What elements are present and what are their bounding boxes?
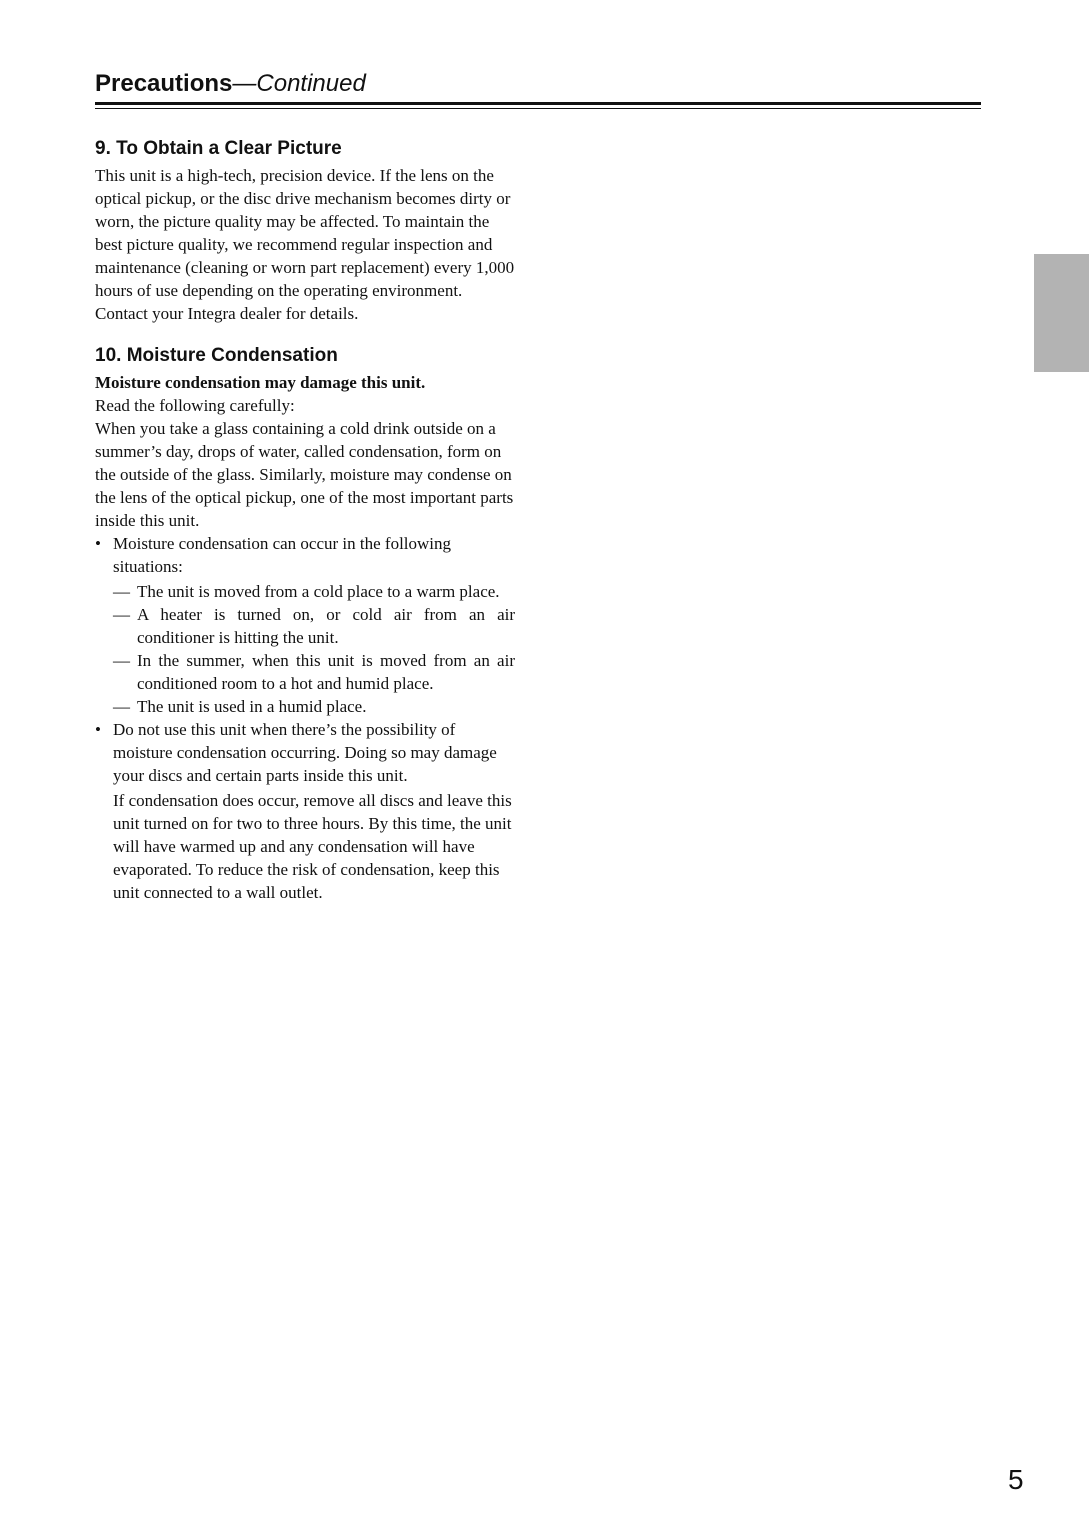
dash-text: The unit is used in a humid place. — [137, 697, 367, 716]
bullet-icon: • — [95, 534, 101, 553]
instruction-text: Read the following carefully: — [95, 396, 295, 415]
bullet-continuation: If condensation does occur, remove all discs and leave this unit turned on for two to three hours. By this time, the unit will have warmed up and any condensation will have evaporated. To reduce the risk of condensation, keep this unit connected to a wall outlet. — [113, 791, 512, 902]
dash-item — [113, 649, 515, 695]
dash-text: The unit is moved from a cold place to a warm place. — [137, 582, 500, 601]
dash-item — [113, 580, 515, 603]
bullet-item — [95, 532, 515, 718]
dash-item — [113, 603, 515, 649]
header-rule-thin — [95, 108, 981, 109]
dash-text: A heater is turned on, or cold air from an air conditioner is hitting the unit. — [137, 605, 515, 647]
dash-icon: — — [113, 651, 130, 670]
dash-text: In the summer, when this unit is moved from an air conditioned room to a hot and humid place. — [137, 651, 515, 693]
section-spacer — [95, 325, 515, 343]
header-rule-thick — [95, 102, 981, 105]
bullet-icon: • — [95, 720, 101, 739]
page-number: 5 — [1008, 1464, 1024, 1495]
dash-list — [113, 580, 515, 718]
dash-item — [113, 695, 515, 718]
dash-icon: — — [113, 582, 130, 601]
content-column — [95, 136, 515, 904]
dash-icon: — — [113, 697, 130, 716]
section-paragraph: This unit is a high-tech, precision device. If the lens on the optical pickup, or the disc drive mechanism becomes dirty or worn, the picture quality may be affected. To maintain the best picture quality, we recommend regular inspection and maintenance (cleaning or worn part replacement) every 1,000 hours of use depending on the operating environment. Contact your Integra dealer for details. — [95, 166, 515, 323]
dash-icon: — — [113, 605, 130, 624]
section-heading: 10. Moisture Condensation — [95, 345, 338, 366]
section-moisture-condensation — [95, 343, 515, 904]
section-clear-picture — [95, 136, 515, 325]
side-tab-marker — [1034, 254, 1089, 372]
bullet-text: Moisture condensation can occur in the following situations: — [113, 534, 452, 576]
header-title-continued: —Continued — [232, 70, 366, 97]
bullet-text: Do not use this unit when there’s the possibility of moisture condensation occurring. Doing so may damage your discs and certain parts inside this unit. — [113, 720, 497, 785]
warning-lead: Moisture condensation may damage this unit. — [95, 373, 426, 392]
page-title — [95, 68, 981, 100]
section-heading: 9. To Obtain a Clear Picture — [95, 138, 342, 159]
page-header — [95, 68, 981, 100]
section-paragraph: When you take a glass containing a cold drink outside on a summer’s day, drops of water, called condensation, form on the outside of the glass. Similarly, moisture may condense on the lens of the optical pickup, one of the most important parts inside this unit. — [95, 419, 514, 530]
bullet-item — [95, 718, 515, 904]
header-title-main: Precautions — [95, 70, 233, 97]
